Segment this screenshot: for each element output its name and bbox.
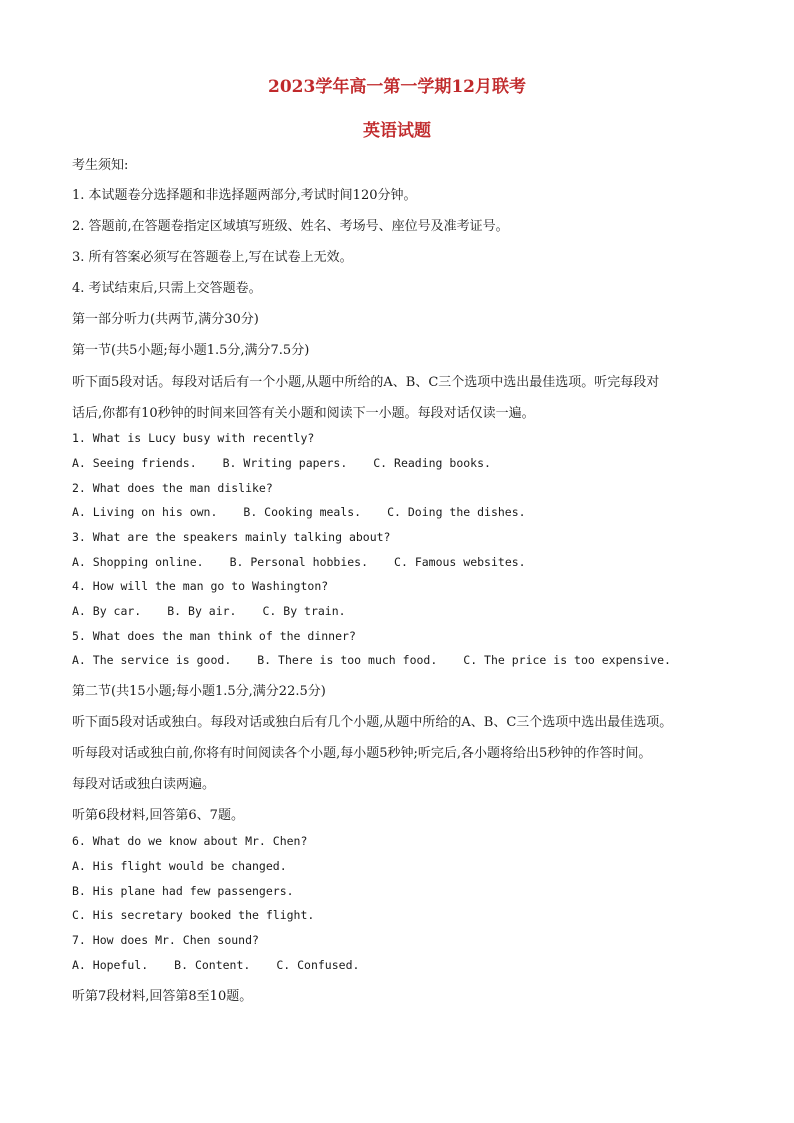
- notice-item: 3. 所有答案必须写在答题卷上,写在试卷上无效。: [72, 250, 353, 265]
- question-3: 3. What are the speakers mainly talking about?: [72, 530, 391, 544]
- option-c: C. The price is too expensive.: [463, 653, 671, 667]
- section1-instructions: 话后,你都有10秒钟的时间来回答有关小题和阅读下一小题。每段对话仅读一遍。: [72, 406, 535, 421]
- option-c: C. Reading books.: [373, 456, 491, 470]
- question-2-options: [72, 505, 526, 519]
- section2-instructions: 听下面5段对话或独白。每段对话或独白后有几个小题,从题中所给的A、B、C三个选项中选出最佳选项。: [72, 715, 673, 730]
- option-b: B. Cooking meals.: [243, 505, 362, 519]
- option-b: B. Content.: [174, 958, 251, 972]
- part1-heading: 第一部分听力(共两节,满分30分): [72, 312, 259, 327]
- question-7-options: [72, 958, 359, 972]
- question-7: 7. How does Mr. Chen sound?: [72, 933, 259, 947]
- question-5: 5. What does the man think of the dinner?: [72, 629, 356, 643]
- option-a: A. The service is good.: [72, 653, 232, 667]
- notice-item: 1. 本试题卷分选择题和非选择题两部分,考试时间120分钟。: [72, 188, 417, 203]
- exam-subtitle: 英语试题: [363, 121, 431, 141]
- notice-item: 4. 考试结束后,只需上交答题卷。: [72, 281, 262, 296]
- exam-title: 2023学年高一第一学期12月联考: [268, 77, 526, 97]
- section1-instructions: 听下面5段对话。每段对话后有一个小题,从题中所给的A、B、C三个选项中选出最佳选项。听完每段对: [72, 375, 660, 390]
- question-6-option-b: B. His plane had few passengers.: [72, 884, 294, 898]
- section2-instructions: 听每段对话或独白前,你将有时间阅读各个小题,每小题5秒钟;听完后,各小题将给出5秒钟的作答时间。: [72, 746, 652, 761]
- question-1-options: [72, 456, 491, 470]
- question-2: 2. What does the man dislike?: [72, 481, 273, 495]
- option-c: C. Confused.: [276, 958, 360, 972]
- section2-instructions: 每段对话或独白读两遍。: [72, 777, 216, 792]
- option-a: A. Shopping online.: [72, 555, 204, 569]
- question-4-options: [72, 604, 346, 618]
- option-b: B. There is too much food.: [257, 653, 438, 667]
- option-a: A. By car.: [72, 604, 142, 618]
- question-6: 6. What do we know about Mr. Chen?: [72, 834, 308, 848]
- option-b: B. By air.: [167, 604, 237, 618]
- option-a: A. Living on his own.: [72, 505, 218, 519]
- material-6-heading: 听第6段材料,回答第6、7题。: [72, 808, 244, 823]
- question-5-options: [72, 653, 671, 667]
- notice-item: 2. 答题前,在答题卷指定区域填写班级、姓名、考场号、座位号及准考证号。: [72, 219, 509, 234]
- material-7-heading: 听第7段材料,回答第8至10题。: [72, 989, 253, 1004]
- question-6-option-c: C. His secretary booked the flight.: [72, 908, 315, 922]
- question-3-options: [72, 555, 526, 569]
- notice-heading: 考生须知:: [72, 158, 129, 173]
- option-c: C. Famous websites.: [394, 555, 526, 569]
- option-a: A. Seeing friends.: [72, 456, 197, 470]
- option-c: C. Doing the dishes.: [387, 505, 526, 519]
- question-4: 4. How will the man go to Washington?: [72, 579, 329, 593]
- option-c: C. By train.: [262, 604, 346, 618]
- option-b: B. Personal hobbies.: [229, 555, 369, 569]
- question-1: 1. What is Lucy busy with recently?: [72, 431, 315, 445]
- option-b: B. Writing papers.: [222, 456, 348, 470]
- section2-heading: 第二节(共15小题;每小题1.5分,满分22.5分): [72, 684, 326, 699]
- section1-heading: 第一节(共5小题;每小题1.5分,满分7.5分): [72, 343, 310, 358]
- question-6-option-a: A. His flight would be changed.: [72, 859, 287, 873]
- option-a: A. Hopeful.: [72, 958, 149, 972]
